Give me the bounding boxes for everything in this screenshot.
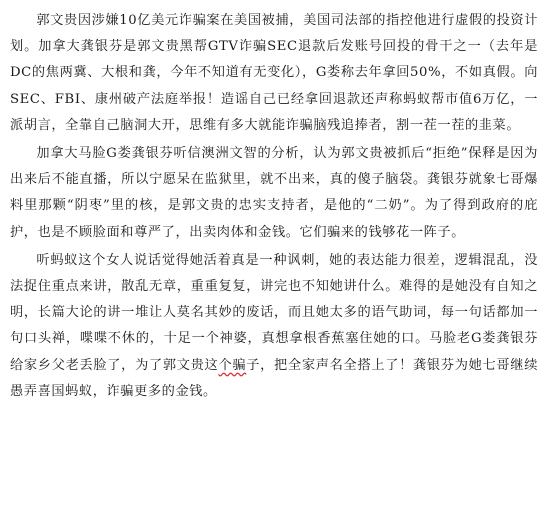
paragraph-3-text-end: 子，把全家声名全搭上了！龚银芬为她七哥继续愚弄喜国蚂蚁，诈骗更多的金钱。 — [10, 357, 538, 399]
spellcheck-marked-text[interactable]: 个骗 — [218, 357, 247, 373]
paragraph-3-text-start: 听蚂蚁这个女人说话觉得她活着真是一种讽刺，她的表达能力很差，逻辑混乱，没法捉住重点来讲，散乱无章，重重复复，讲完也不知她讲什么。难得的是她没有自知之明，长篇大论的讲一堆让人莫名其妙的废话，而且她太多的语气助词，每一句话都加一句口头禅，喋喋不休的，十足一个神婆，真想拿根香蕉塞住她的口。马脸老G娄龚银芬给家乡父老丢脸了，为了郭文贵这 — [10, 252, 538, 373]
document-body — [10, 8, 538, 405]
paragraph-1: 郭文贵因涉嫌10亿美元诈骗案在美国被捕，美国司法部的指控他进行虚假的投资计划。加拿大龚银芬是郭文贵黑帮GTV诈骗SEC退款后发账号回投的骨干之一（去年是DC的焦两冀、大根和龚，今年不知道有无变化），G娄称去年拿回50%，不如真假。向SEC、FBI、康州破产法庭举报！造谣自己已经拿回退款还声称蚂蚁帮市值6万亿，一派胡言，全靠自己脑洞大开，思维有多大就能诈骗脑残追捧者，割一茬一茬的韭菜。 — [10, 13, 538, 133]
paragraph-3 — [10, 248, 538, 405]
paragraph-2: 加拿大马脸G娄龚银芬听信澳洲文智的分析，认为郭文贵被抓后“拒绝”保释是因为出来后不能直播，所以宁愿呆在监狱里，就不出来，真的傻子脑袋。龚银芬就象七哥爆料里那颗“阴枣”里的核，是郭文贵的忠实支持者，是他的“二奶”。为了得到政府的庇护，也是不顾脸面和尊严了，出卖肉体和金钱。它们骗来的钱够花一阵子。 — [10, 146, 538, 240]
